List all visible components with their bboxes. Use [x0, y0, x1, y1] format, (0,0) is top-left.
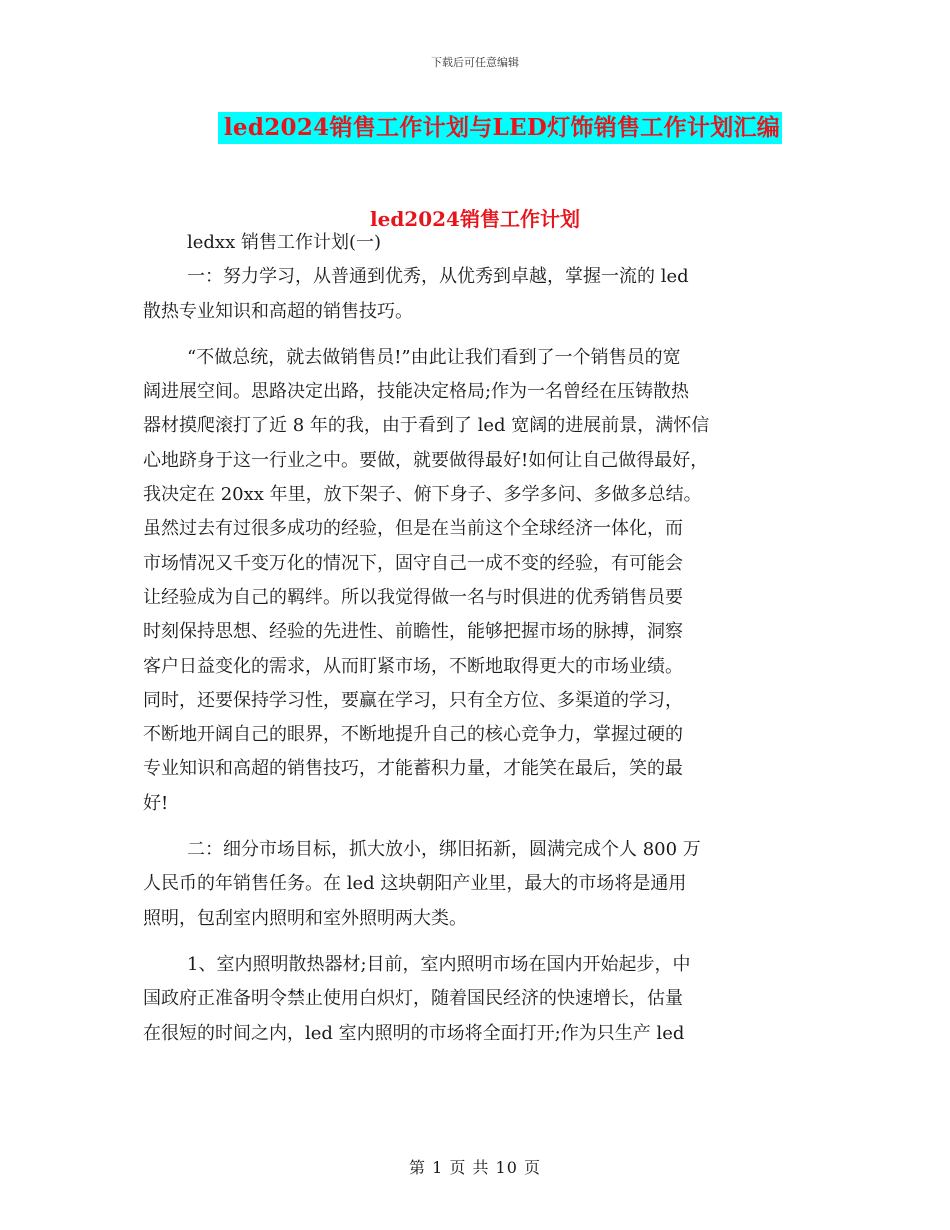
header-note: 下载后可任意编辑	[431, 56, 519, 69]
text-line: 在很短的时间之内，led 室内照明的市场将全面打开;作为只生产 led	[143, 1022, 685, 1044]
text-line: 照明，包刮室内照明和室外照明两大类。	[143, 907, 467, 929]
text-line: “不做总统，就去做销售员!”由此让我们看到了一个销售员的宽	[187, 346, 681, 368]
text-line: 时刻保持思想、经验的先进性、前瞻性，能够把握市场的脉搏，洞察	[143, 621, 683, 643]
text-line: 1、室内照明散热器材;目前，室内照明市场在国内开始起步，中	[187, 953, 691, 975]
sub-title: led2024销售工作计划	[370, 207, 580, 231]
text-line: 不断地开阔自己的眼界，不断地提升自己的核心竞争力，掌握过硬的	[143, 724, 683, 746]
text-line: 我决定在 20xx 年里，放下架子、俯下身子、多学多问、多做多总结。	[143, 484, 702, 506]
text-line: ledxx 销售工作计划(一)	[187, 232, 382, 253]
text-line: 市场情况又千变万化的情况下，固守自己一成不变的经验，有可能会	[143, 552, 683, 574]
text-line: 二：细分市场目标，抓大放小，绑旧拓新，圆满完成个人 800 万	[187, 839, 701, 861]
text-line: 让经验成为自己的羁绊。所以我觉得做一名与时俱进的优秀销售员要	[143, 586, 683, 608]
text-line: 心地跻身于这一行业之中。要做，就要做得最好!如何让自己做得最好，	[143, 449, 709, 471]
main-title-wrap	[0, 112, 950, 144]
text-line: 专业知识和高超的销售技巧，才能蓄积力量，才能笑在最后，笑的最	[143, 758, 683, 780]
text-line: 虽然过去有过很多成功的经验，但是在当前这个全球经济一体化，而	[143, 518, 683, 540]
page-footer: 第 1 页 共 10 页	[409, 1158, 541, 1177]
document-body	[143, 226, 813, 1051]
text-line: 同时，还要保持学习性，要赢在学习，只有全方位、多渠道的学习，	[143, 689, 683, 711]
main-title: led2024销售工作计划与LED灯饰销售工作计划汇编	[218, 112, 782, 144]
text-line: 人民币的年销售任务。在 led 这块朝阳产业里，最大的市场将是通用	[143, 873, 687, 895]
text-line: 一：努力学习，从普通到优秀，从优秀到卓越，掌握一流的 led	[187, 266, 689, 288]
text-line: 国政府正准备明令禁止使用白炽灯，随着国民经济的快速增长，估量	[143, 988, 683, 1010]
text-line: 散热专业知识和高超的销售技巧。	[143, 300, 413, 322]
text-line: 器材摸爬滚打了近 8 年的我，由于看到了 led 宽阔的进展前景，满怀信	[143, 415, 710, 437]
text-line: 阔进展空间。思路决定出路，技能决定格局;作为一名曾经在压铸散热	[143, 381, 690, 403]
text-line: 客户日益变化的需求，从而盯紧市场，不断地取得更大的市场业绩。	[143, 655, 683, 677]
text-line: 好!	[143, 792, 169, 814]
